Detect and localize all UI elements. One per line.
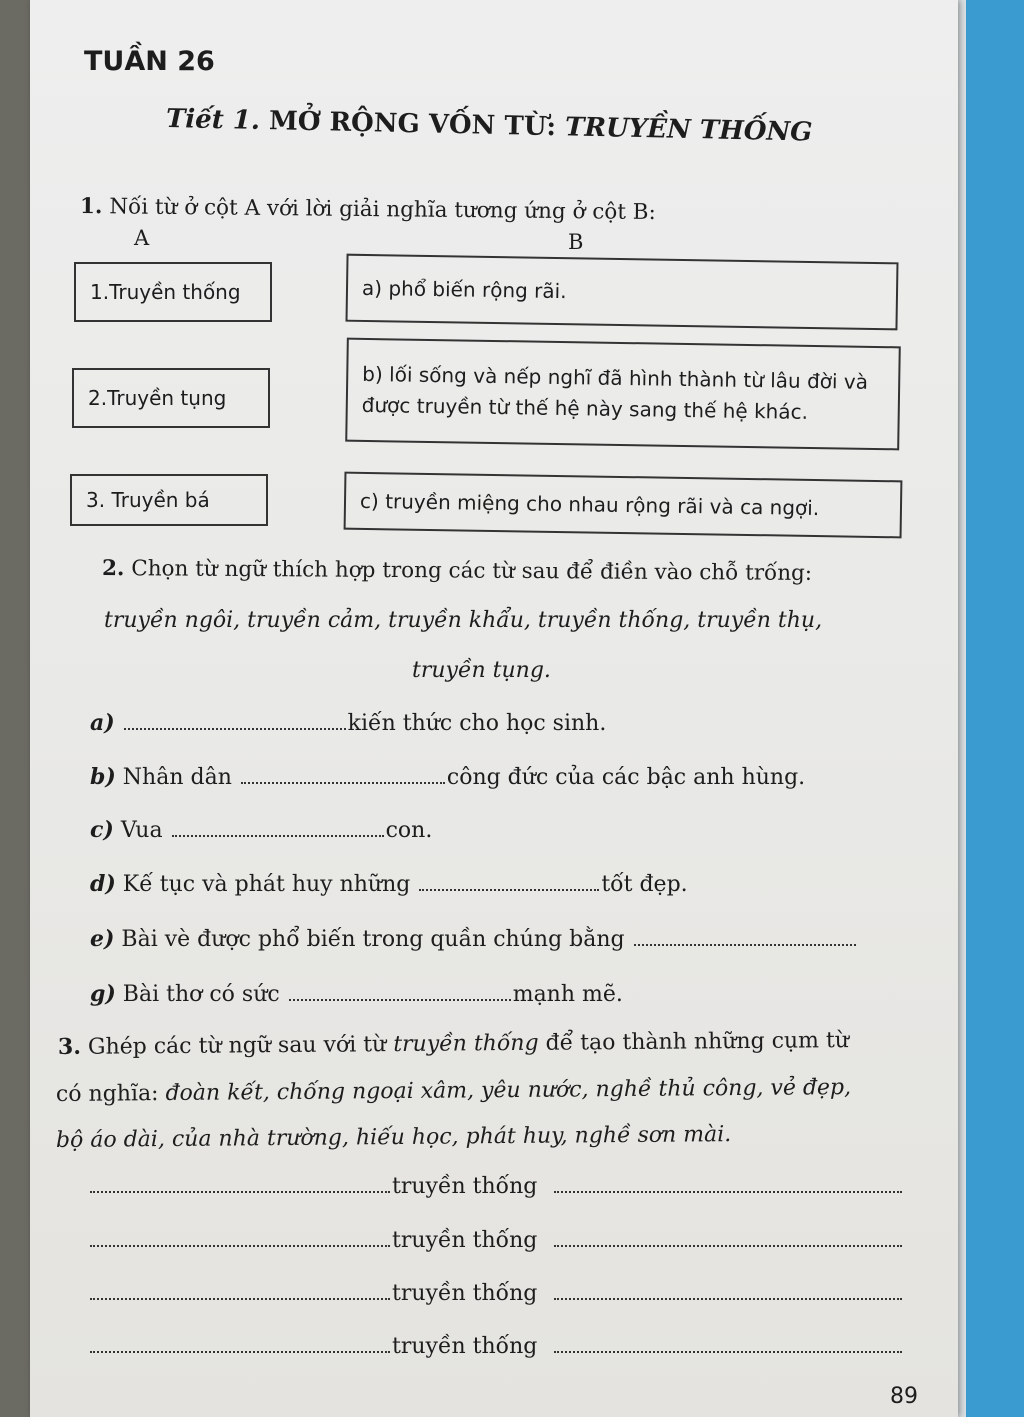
- exercise-1-prompt: [80, 194, 656, 225]
- answer-blank-e[interactable]: [634, 944, 856, 946]
- answer-blank-g[interactable]: [289, 999, 511, 1001]
- lesson-number: Tiết 1.: [165, 104, 261, 136]
- compound-blank-right-1[interactable]: [554, 1191, 902, 1193]
- lesson-subject: TRUYỀN THỐNG: [564, 112, 813, 148]
- answer-blank-a[interactable]: [124, 728, 346, 730]
- workbook-page: [30, 0, 958, 1417]
- column-a-item-3: 3. Truyền bá: [70, 474, 268, 526]
- column-b-item-b: b) lối sống và nếp nghĩ đã hình thành từ lâu đời và được truyền từ thế hệ này sang thế hệ khác.: [345, 338, 901, 451]
- compound-blank-left-4[interactable]: [90, 1351, 390, 1353]
- compound-blank-right-3[interactable]: [554, 1298, 902, 1300]
- word-bank-line-1: truyền ngôi, truyền cảm, truyền khẩu, truyền thống, truyền thụ,: [104, 608, 823, 633]
- compound-row-2: truyền thống: [88, 1228, 904, 1253]
- table-surface-right: [954, 0, 1024, 1417]
- word-bank-line-2: truyền tụng.: [412, 658, 551, 683]
- column-b-header: B: [568, 230, 584, 254]
- column-b-item-a: a) phổ biến rộng rãi.: [346, 254, 899, 331]
- exercise-2-prompt: [102, 556, 812, 586]
- answer-blank-d[interactable]: [419, 889, 599, 891]
- exercise-1-number: 1.: [79, 194, 103, 220]
- compound-blank-left-1[interactable]: [90, 1191, 390, 1193]
- exercise-2-number: 2.: [101, 556, 125, 582]
- exercise-2-text: Chọn từ ngữ thích hợp trong các từ sau để điền vào chỗ trống:: [131, 556, 813, 586]
- compound-blank-left-2[interactable]: [90, 1245, 390, 1247]
- compound-blank-left-3[interactable]: [90, 1298, 390, 1300]
- fill-item-b: b) Nhân dân công đức của các bậc anh hùng.: [90, 764, 806, 790]
- page-number: 89: [890, 1384, 918, 1409]
- compound-blank-right-2[interactable]: [554, 1245, 902, 1247]
- exercise-1-text: Nối từ ở cột A với lời giải nghĩa tương ứng ở cột B:: [109, 194, 656, 226]
- compound-row-4: truyền thống: [88, 1334, 904, 1359]
- fill-item-d: d) Kế tục và phát huy những tốt đẹp.: [90, 871, 688, 897]
- fill-item-e: e) Bài vè được phổ biến trong quần chúng bằng: [90, 926, 858, 952]
- compound-row-1: truyền thống: [88, 1174, 904, 1199]
- week-heading: TUẦN 26: [84, 46, 215, 77]
- column-b-item-c: c) truyền miệng cho nhau rộng rãi và ca ngợi.: [344, 472, 903, 539]
- column-a-header: A: [134, 226, 150, 250]
- compound-blank-right-4[interactable]: [554, 1351, 902, 1353]
- column-a-item-2: 2.Truyền tụng: [72, 368, 270, 428]
- fill-item-c: c) Vua con.: [90, 817, 433, 843]
- exercise-3-line-3: bộ áo dài, của nhà trường, hiếu học, phát huy, nghề sơn mài.: [55, 1122, 732, 1153]
- exercise-3-line-2: có nghĩa: đoàn kết, chống ngoại xâm, yêu nước, nghề thủ công, vẻ đẹp,: [55, 1075, 852, 1107]
- fill-item-a: a) kiến thức cho học sinh.: [90, 710, 607, 736]
- lesson-title: [166, 104, 813, 148]
- answer-blank-b[interactable]: [241, 782, 445, 784]
- exercise-3-line-1: 3. Ghép các từ ngữ sau với từ truyền thống để tạo thành những cụm từ: [57, 1028, 850, 1060]
- fill-item-g: g) Bài thơ có sức mạnh mẽ.: [90, 981, 623, 1007]
- exercise-3-number: 3.: [57, 1033, 82, 1060]
- lesson-topic: MỞ RỘNG VỐN TỪ:: [268, 106, 557, 143]
- column-a-item-1: 1.Truyền thống: [74, 262, 272, 322]
- answer-blank-c[interactable]: [172, 835, 384, 837]
- compound-row-3: truyền thống: [88, 1281, 904, 1306]
